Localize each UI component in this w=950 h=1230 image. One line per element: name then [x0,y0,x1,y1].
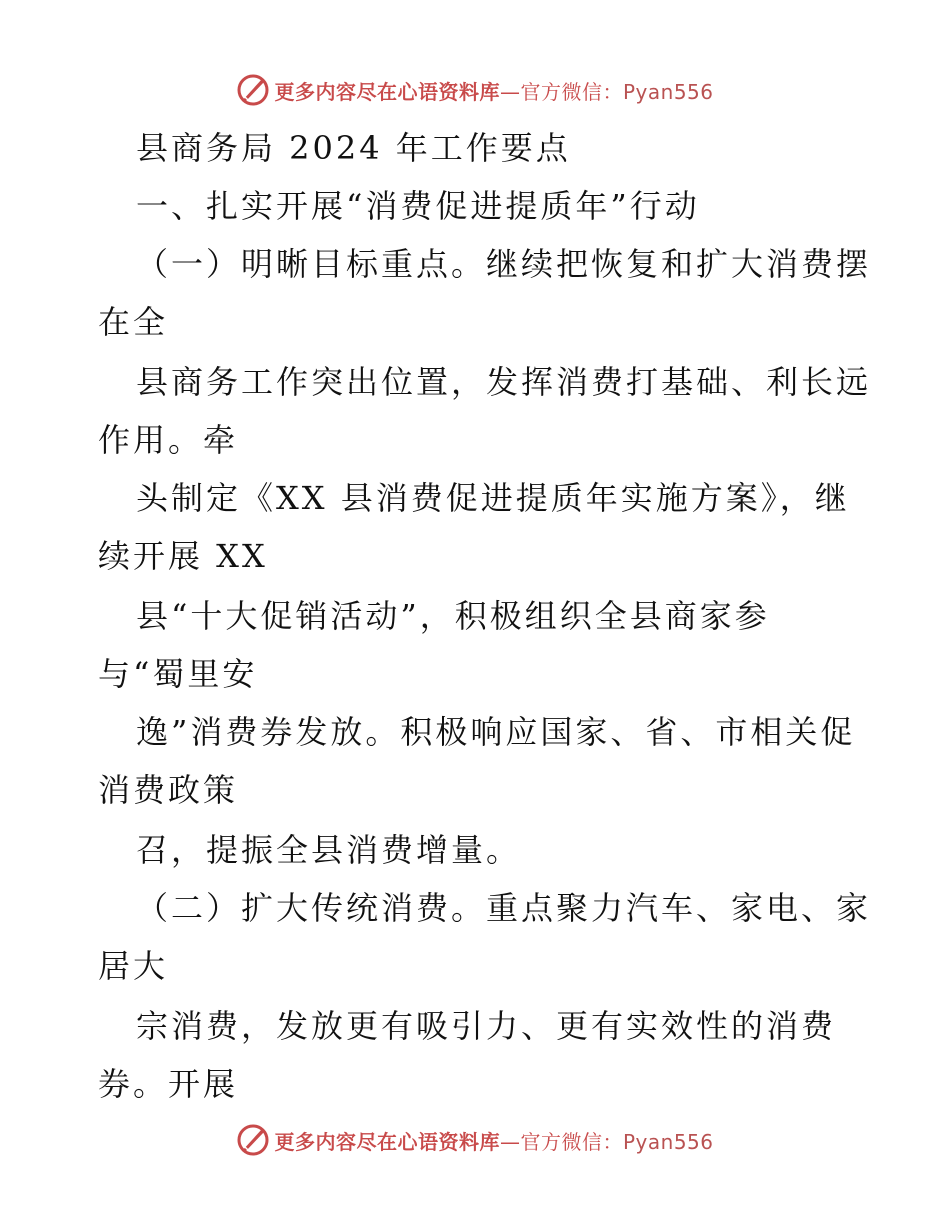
watermark-label: 官方微信： [520,1129,623,1154]
paragraph-line: 作用。牵 [98,421,239,459]
watermark-account: Pyan556 [622,1129,714,1154]
watermark-main-text: 更多内容尽在心语资料库 [274,1129,500,1154]
paragraph-line: （一）明晰目标重点。继续把恢复和扩大消费摆 [136,245,872,283]
watermark-label: 官方微信： [520,79,623,104]
paragraph-line: 县“十大促销活动”，积极组织全县商家参 [136,597,770,635]
quill-pen-circle-icon [236,1123,270,1157]
document-title: 县商务局 2024 年工作要点 [136,129,571,167]
paragraph-line: 县商务工作突出位置，发挥消费打基础、利长远 [136,363,872,401]
paragraph-line: 居大 [98,947,169,985]
paragraph-line: 消费政策 [98,771,239,809]
watermark-text [274,1126,713,1155]
watermark-banner-bottom [0,1118,950,1162]
section-heading: 一、扎实开展“消费促进提质年”行动 [136,187,700,225]
watermark-main-text: 更多内容尽在心语资料库 [274,79,500,104]
paragraph-line: 逸”消费券发放。积极响应国家、省、市相关促 [136,713,856,751]
paragraph-line: 券。开展 [98,1065,239,1103]
watermark-account: Pyan556 [622,79,714,104]
paragraph-line: 头制定《XX 县消费促进提质年实施方案》，继 [136,479,850,517]
watermark-separator: — [499,79,521,104]
paragraph-line: 宗消费，发放更有吸引力、更有实效性的消费 [136,1007,837,1045]
paragraph-line: 在全 [98,303,169,341]
watermark-separator: — [499,1129,521,1154]
paragraph-line: 召，提振全县消费增量。 [136,831,522,869]
paragraph-line: 与“蜀里安 [98,655,258,693]
paragraph-line: （二）扩大传统消费。重点聚力汽车、家电、家 [136,889,872,927]
paragraph-line: 续开展 XX [98,537,268,575]
